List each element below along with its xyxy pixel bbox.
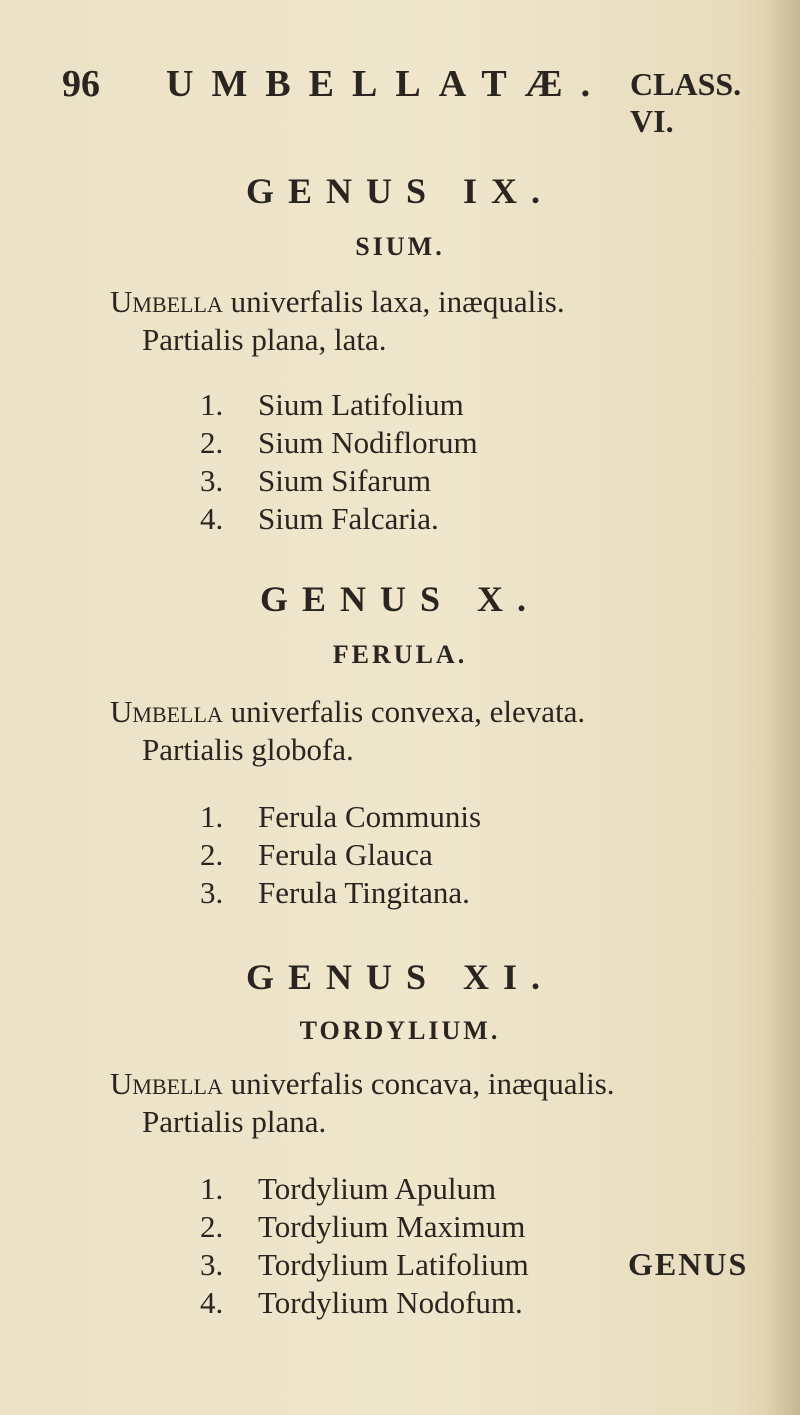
genus-9-desc-lead: Umbella: [110, 284, 223, 319]
list-item: 1. Sium Latifolium: [200, 387, 464, 422]
genus-10-desc-rest: univerfalis convexa, elevata.: [222, 694, 586, 729]
genus-10-title: GENUS X.: [259, 579, 541, 619]
genus-10-species-list: [200, 798, 481, 912]
genus-9-description: [110, 282, 565, 322]
genus-9-name: SIUM.: [355, 232, 445, 261]
genus-9-species-list: [200, 386, 478, 538]
running-title: UMBELLATÆ.: [166, 63, 609, 105]
list-item: 1. Ferula Communis: [200, 799, 482, 834]
genus-11-title: GENUS XI.: [245, 957, 555, 997]
page-header: [62, 62, 782, 139]
list-item: 3. Ferula Tingitana.: [200, 875, 470, 910]
page-number: 96: [62, 63, 100, 105]
genus-11-desc-rest: univerfalis concava, inæqualis.: [222, 1066, 615, 1101]
genus-9-desc-rest: univerfalis laxa, inæqualis.: [222, 284, 565, 319]
list-item: 2. Ferula Glauca: [200, 837, 433, 872]
genus-11-partialis: Partialis plana.: [142, 1104, 327, 1139]
genus-9-title: GENUS IX.: [245, 171, 555, 211]
list-item: 3. Tordylium Latifolium: [200, 1247, 529, 1282]
genus-10-partialis: Partialis globofa.: [142, 732, 354, 767]
list-item: 3. Sium Sifarum: [200, 463, 432, 498]
genus-11-species-list: [200, 1170, 529, 1322]
list-item: 4. Tordylium Nodofum.: [200, 1285, 523, 1320]
catchword: GENUS: [628, 1246, 749, 1282]
page-edge-shadow: [766, 0, 800, 1415]
genus-10-desc-lead: Umbella: [110, 694, 223, 729]
genus-11-desc-lead: Umbella: [110, 1066, 223, 1101]
genus-10-name: FERULA.: [332, 640, 468, 669]
list-item: 2. Sium Nodiflorum: [200, 425, 478, 460]
genus-11-name: TORDYLIUM.: [299, 1016, 501, 1045]
genus-9-partialis: Partialis plana, lata.: [142, 322, 387, 357]
class-label: CLASS. VI.: [630, 66, 742, 139]
list-item: 4. Sium Falcaria.: [200, 501, 439, 536]
list-item: 1. Tordylium Apulum: [200, 1171, 497, 1206]
genus-11-description: [110, 1064, 615, 1104]
list-item: 2. Tordylium Maximum: [200, 1209, 526, 1244]
genus-10-description: [110, 692, 585, 732]
